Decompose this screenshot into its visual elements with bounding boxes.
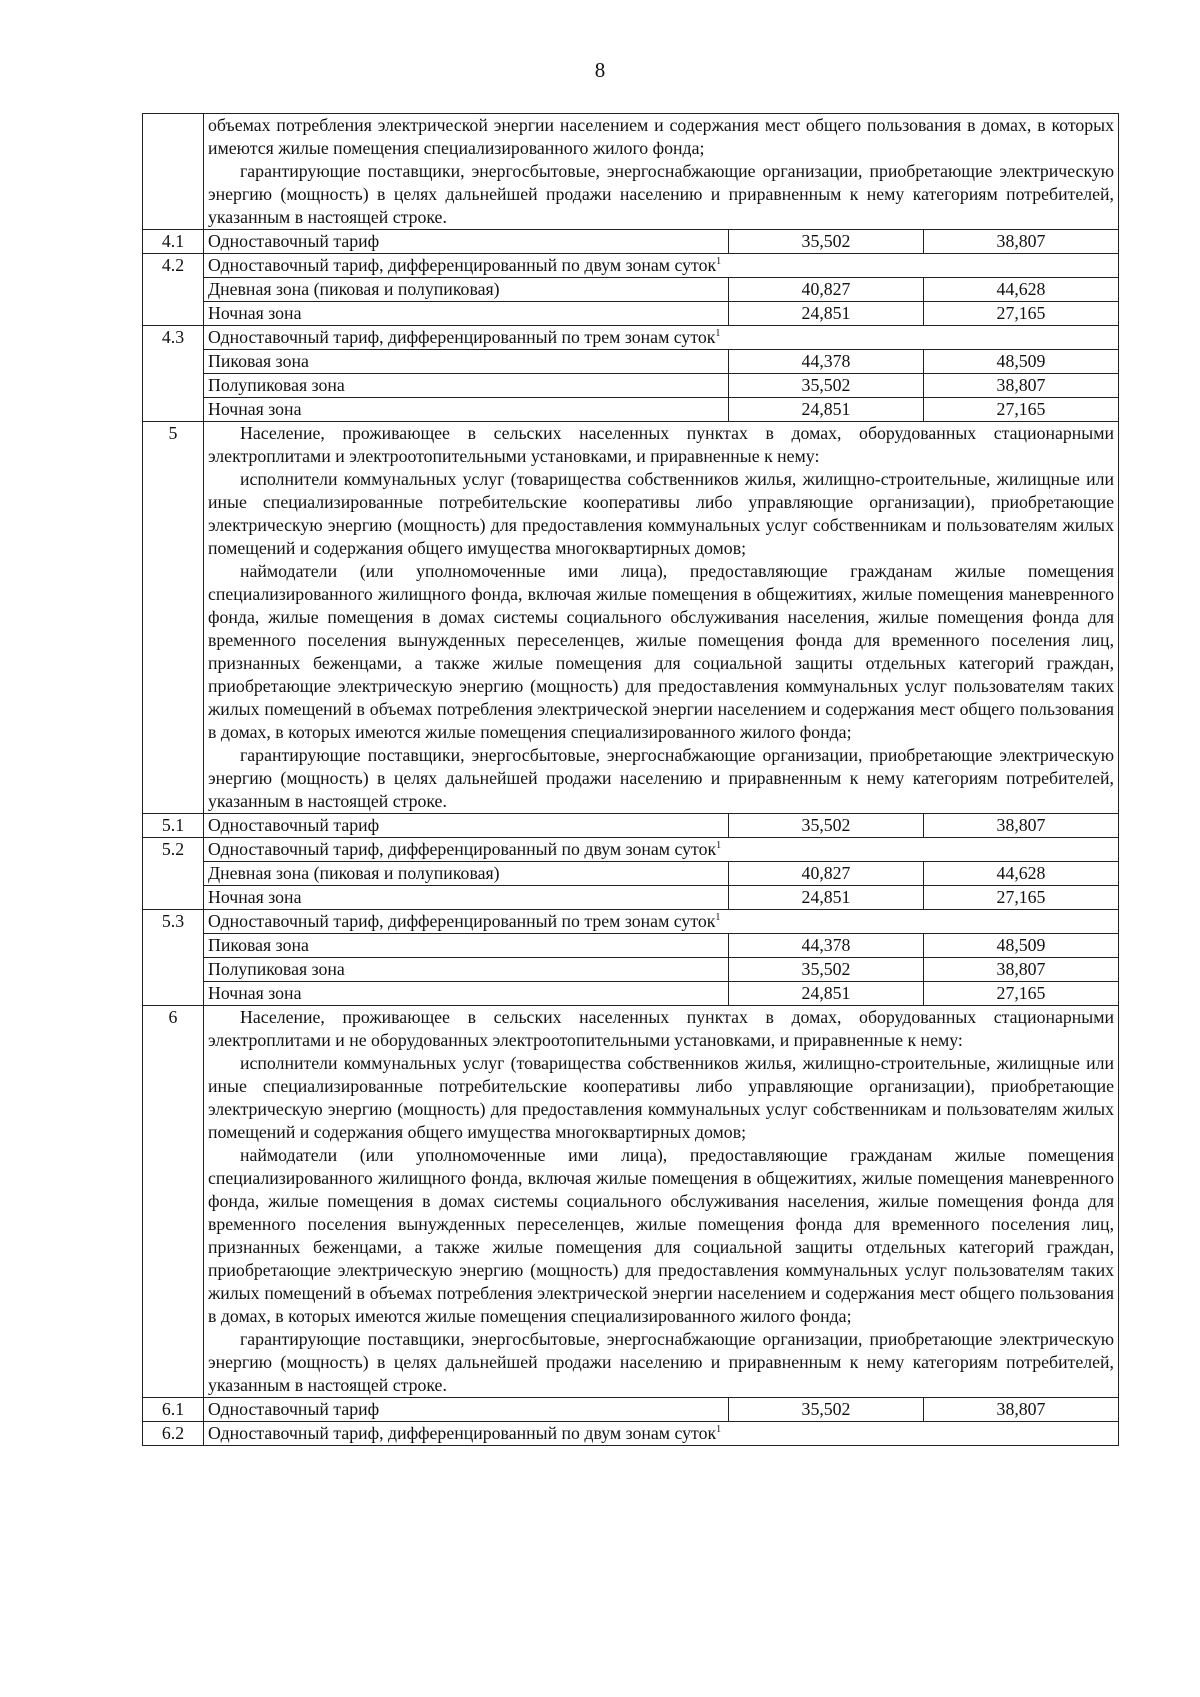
value-cell: 35,502: [729, 814, 924, 838]
row-number: 4.3: [143, 326, 204, 350]
row-label: Одноставочный тариф, дифференцированный по двум зонам суток$^1$: [204, 1422, 1119, 1446]
paragraph: гарантирующие поставщики, энергосбытовые, энергоснабжающие организации, приобретающие электрическую энергию (мощность) в целях дальнейшей продажи населению и приравненным к нему категориям потребителей, указанным в настоящей строке.: [208, 745, 1115, 811]
table-row: [143, 230, 1119, 254]
table-row: [143, 302, 1119, 326]
row-label: Полупиковая зона: [204, 958, 729, 982]
value-cell: 44,378: [729, 350, 924, 374]
row-label: Одноставочный тариф: [204, 814, 729, 838]
section-6-description: [204, 1006, 1119, 1398]
value-cell: 44,628: [924, 862, 1119, 886]
row-number: 6.2: [143, 1422, 204, 1446]
table-row: [143, 278, 1119, 302]
table-row: [143, 374, 1119, 398]
paragraph: Население, проживающее в сельских населенных пунктах в домах, оборудованных стационарными электроплитами и электроотопительными установками, и приравненные к нему:: [208, 423, 1115, 466]
table-row: [143, 350, 1119, 374]
table-row: [143, 398, 1119, 422]
row-number: 6: [143, 1006, 204, 1398]
value-cell: 38,807: [924, 814, 1119, 838]
paragraph: наймодатели (или уполномоченные ими лица), предоставляющие гражданам жилые помещения специализированного жилищного фонда, включая жилые помещения в общежитиях, жилые помещения маневренного фонда, жилые помещения в домах системы социального обслуживания населения, жилые помещения фонда для временного поселения вынужденных переселенцев, жилые помещения фонда для временного поселения лиц, признанных беженцами, а также жилые помещения для социальной защиты отдельных категорий граждан, приобретающие электрическую энергию (мощность) для предоставления коммунальных услуг пользователям таких жилых помещений в объемах потребления электрической энергии населением и содержания мест общего пользования в домах, в которых имеются жилые помещения специализированного жилого фонда;: [208, 561, 1115, 742]
footnote-mark: 1: [716, 1424, 722, 1436]
row-label: Пиковая зона: [204, 350, 729, 374]
value-cell: 24,851: [729, 398, 924, 422]
table-row-section-5: [143, 422, 1119, 814]
footnote-mark: 1: [716, 840, 722, 852]
value-cell: 27,165: [924, 886, 1119, 910]
row-number: 4.2: [143, 254, 204, 278]
value-cell: 35,502: [729, 374, 924, 398]
table-row-4-continuation: [143, 114, 1119, 230]
value-cell: 38,807: [924, 958, 1119, 982]
paragraph: наймодатели (или уполномоченные ими лица), предоставляющие гражданам жилые помещения специализированного жилищного фонда, включая жилые помещения в общежитиях, жилые помещения маневренного фонда, жилые помещения в домах системы социального обслуживания населения, жилые помещения фонда для временного поселения вынужденных переселенцев, жилые помещения фонда для временного поселения лиц, признанных беженцами, а также жилые помещения для социальной защиты отдельных категорий граждан, приобретающие электрическую энергию (мощность) для предоставления коммунальных услуг пользователям таких жилых помещений в объемах потребления электрической энергии населением и содержания мест общего пользования в домах, в которых имеются жилые помещения специализированного жилого фонда;: [208, 1145, 1115, 1326]
table-row: [143, 958, 1119, 982]
row-label: Полупиковая зона: [204, 374, 729, 398]
table-row-section-6: [143, 1006, 1119, 1398]
row-label: Ночная зона: [204, 982, 729, 1006]
section-5-description: [204, 422, 1119, 814]
row-label: Одноставочный тариф, дифференцированный по трем зонам суток$^1$: [204, 326, 1119, 350]
table-row: [143, 886, 1119, 910]
value-cell: 48,509: [924, 934, 1119, 958]
row-number: 5.1: [143, 814, 204, 838]
paragraph: гарантирующие поставщики, энергосбытовые, энергоснабжающие организации, приобретающие электрическую энергию (мощность) в целях дальнейшей продажи населению и приравненным к нему категориям потребителей, указанным в настоящей строке.: [208, 161, 1115, 227]
row-label: Дневная зона (пиковая и полупиковая): [204, 278, 729, 302]
page-number: 8: [594, 58, 606, 82]
value-cell: 24,851: [729, 302, 924, 326]
value-cell: 35,502: [729, 958, 924, 982]
table-row: [143, 254, 1119, 278]
row-number: 4.1: [143, 230, 204, 254]
value-cell: 48,509: [924, 350, 1119, 374]
footnote-mark: 1: [715, 328, 721, 340]
row-label: Одноставочный тариф, дифференцированный по трем зонам суток$^1$: [204, 910, 1119, 934]
footnote-mark: 1: [715, 912, 721, 924]
table-row: [143, 982, 1119, 1006]
row-label: Одноставочный тариф: [204, 230, 729, 254]
footnote-mark: 1: [716, 256, 722, 268]
table-row: [143, 814, 1119, 838]
value-cell: 44,378: [729, 934, 924, 958]
value-cell: 38,807: [924, 1398, 1119, 1422]
row-label: Дневная зона (пиковая и полупиковая): [204, 862, 729, 886]
row-label: Ночная зона: [204, 886, 729, 910]
row-label: Ночная зона: [204, 302, 729, 326]
row-number: 5.2: [143, 838, 204, 862]
value-cell: 40,827: [729, 278, 924, 302]
paragraph: исполнители коммунальных услуг (товарищества собственников жилья, жилищно-строительные, жилищные или иные специализированные потребительские кооперативы либо управляющие организации), приобретающие электрическую энергию (мощность) для предоставления коммунальных услуг собственникам и пользователям жилых помещений и содержания общего имущества многоквартирных домов;: [208, 1053, 1115, 1142]
table-row: [143, 838, 1119, 862]
table-row: [143, 326, 1119, 350]
row-label: Пиковая зона: [204, 934, 729, 958]
value-cell: 44,628: [924, 278, 1119, 302]
row-number: 5: [143, 422, 204, 814]
value-cell: 24,851: [729, 886, 924, 910]
value-cell: 35,502: [729, 1398, 924, 1422]
row-label: Одноставочный тариф, дифференцированный по двум зонам суток$^1$: [204, 838, 1119, 862]
value-cell: 38,807: [924, 230, 1119, 254]
row-label: Ночная зона: [204, 398, 729, 422]
paragraph: Население, проживающее в сельских населенных пунктах в домах, оборудованных стационарными электроплитами и не оборудованных электроотопительными установками, и приравненные к нему:: [208, 1007, 1115, 1050]
value-cell: 27,165: [924, 398, 1119, 422]
section-4-description: [204, 114, 1119, 230]
value-cell: 27,165: [924, 302, 1119, 326]
row-number: 6.1: [143, 1398, 204, 1422]
row-label: Одноставочный тариф, дифференцированный по двум зонам суток$^1$: [204, 254, 1119, 278]
table-row: [143, 934, 1119, 958]
value-cell: 35,502: [729, 230, 924, 254]
row-label: Одноставочный тариф: [204, 1398, 729, 1422]
value-cell: 38,807: [924, 374, 1119, 398]
table-row: [143, 910, 1119, 934]
tariff-table: [142, 113, 1119, 1446]
table-row: [143, 1398, 1119, 1422]
paragraph: гарантирующие поставщики, энергосбытовые, энергоснабжающие организации, приобретающие электрическую энергию (мощность) в целях дальнейшей продажи населению и приравненным к нему категориям потребителей, указанным в настоящей строке.: [208, 1329, 1115, 1395]
paragraph: объемах потребления электрической энергии населением и содержания мест общего пользования в домах, в которых имеются жилые помещения специализированного жилого фонда;: [208, 115, 1115, 158]
value-cell: 40,827: [729, 862, 924, 886]
value-cell: 27,165: [924, 982, 1119, 1006]
paragraph: исполнители коммунальных услуг (товарищества собственников жилья, жилищно-строительные, жилищные или иные специализированные потребительские кооперативы либо управляющие организации), приобретающие электрическую энергию (мощность) для предоставления коммунальных услуг собственникам и пользователям жилых помещений и содержания общего имущества многоквартирных домов;: [208, 469, 1115, 558]
table-row: [143, 1422, 1119, 1446]
row-number: 5.3: [143, 910, 204, 934]
table-row: [143, 862, 1119, 886]
value-cell: 24,851: [729, 982, 924, 1006]
